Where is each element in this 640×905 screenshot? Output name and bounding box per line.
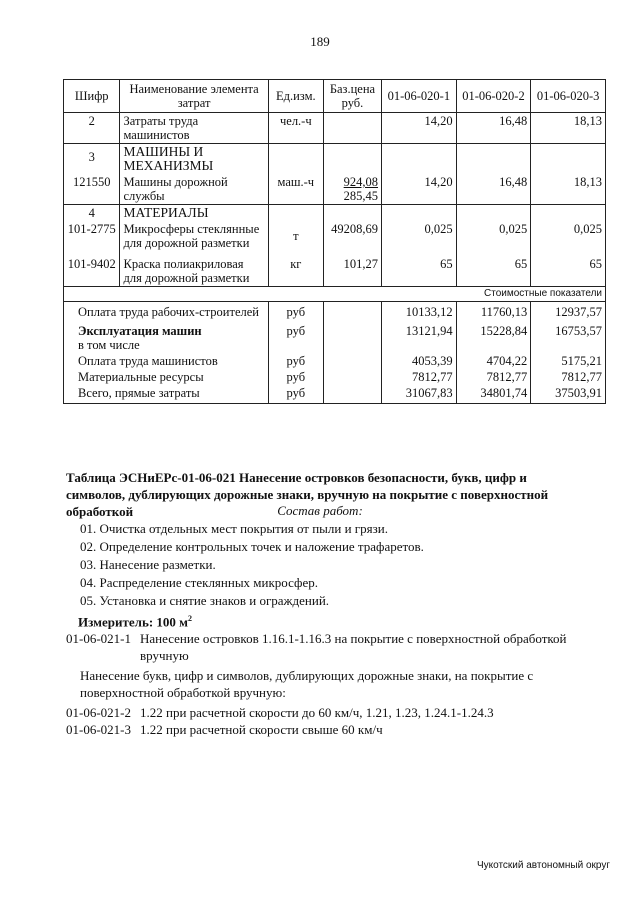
summary-value: 10133,12: [382, 302, 457, 321]
page-number: 189: [310, 34, 330, 49]
meter-sup: 2: [188, 614, 193, 623]
row-value: 16,48: [456, 174, 531, 205]
item-code: 01-06-021-3: [66, 722, 131, 737]
header-unit: Ед.изм.: [268, 80, 323, 113]
summary-value: 13121,94: [382, 320, 457, 353]
row-code: 121550: [64, 174, 120, 205]
row-value: 0,025: [382, 221, 457, 251]
summary-unit: руб: [268, 369, 323, 385]
row-unit: [268, 205, 323, 222]
table-row: [64, 221, 606, 251]
summary-price: [323, 353, 381, 369]
item-text: 1.22 при расчетной скорости до 60 км/ч, 1.21, 1.23, 1.24.1-1.24.3: [140, 705, 494, 720]
row-price: 49208,69: [323, 221, 381, 251]
list-item: 04. Распределение стеклянных микросфер.: [80, 575, 318, 590]
item-code: 01-06-021-1: [66, 631, 131, 646]
summary-name: Оплата труда машинистов: [64, 353, 269, 369]
row-code: 4: [64, 205, 120, 222]
row-value: [531, 205, 606, 222]
list-item: 03. Нанесение разметки.: [80, 557, 216, 572]
summary-note: в том числе: [78, 338, 140, 352]
table-row: [64, 205, 606, 222]
summary-value: 7812,77: [531, 369, 606, 385]
table-row: [64, 251, 606, 287]
list-item: 01. Очистка отдельных мест покрытия от пыли и грязи.: [80, 521, 388, 536]
row-name: МАШИНЫ И МЕХАНИЗМЫ: [120, 144, 268, 175]
row-unit: кг: [268, 251, 323, 287]
summary-value: 7812,77: [382, 369, 457, 385]
list-item: 05. Установка и снятие знаков и ограждений.: [80, 593, 330, 608]
item-text: Нанесение островков 1.16.1-1.16.3 на покрытие с поверхностной обработкой вручную: [140, 631, 567, 663]
row-price: [323, 174, 381, 205]
header-col3: 01-06-020-3: [531, 80, 606, 113]
table-row: [64, 113, 606, 144]
row-name: Затраты труда машинистов: [120, 113, 268, 144]
summary-price: [323, 369, 381, 385]
composition-heading: Состав работ:: [277, 503, 363, 518]
list-item: [66, 721, 586, 738]
summary-value: 34801,74: [456, 385, 531, 404]
table-row: [64, 174, 606, 205]
item-text: 1.22 при расчетной скорости свыше 60 км/ч: [140, 722, 383, 737]
row-unit: [268, 144, 323, 175]
section-title: Таблица ЭСНиЕРс-01-06-021 Нанесение островков безопасности, букв, цифр и символов, дублирующих дорожные знаки, вручную на покрытие с поверхностной обработкой: [66, 470, 549, 519]
header-price: Баз.цена руб.: [323, 80, 381, 113]
summary-row: [64, 369, 606, 385]
summary-value: 11760,13: [456, 302, 531, 321]
works-list: [80, 520, 424, 610]
summary-row: [64, 320, 606, 353]
summary-value: 7812,77: [456, 369, 531, 385]
row-value: 65: [382, 251, 457, 287]
summary-value: 15228,84: [456, 320, 531, 353]
row-unit: чел.-ч: [268, 113, 323, 144]
row-unit: т: [268, 221, 323, 251]
header-col1: 01-06-020-1: [382, 80, 457, 113]
summary-price: [323, 302, 381, 321]
summary-unit: руб: [268, 353, 323, 369]
indicator-label: Стоимостные показатели: [64, 287, 606, 302]
header-name: Наименование элемента затрат: [120, 80, 268, 113]
row-value: 14,20: [382, 174, 457, 205]
header-code: Шифр: [64, 80, 120, 113]
footer: Чукотский автономный округ: [476, 860, 610, 871]
row-value: 16,48: [456, 113, 531, 144]
row-value: [531, 144, 606, 175]
row-name: Микросферы стеклянные для дорожной разметки: [120, 221, 268, 251]
summary-name: Всего, прямые затраты: [64, 385, 269, 404]
list-item: [66, 630, 586, 664]
items-list: [66, 630, 586, 738]
summary-value: 4704,22: [456, 353, 531, 369]
row-value: 0,025: [531, 221, 606, 251]
summary-value: 31067,83: [382, 385, 457, 404]
row-value: 14,20: [382, 113, 457, 144]
row-name: Краска полиакриловая для дорожной разметки: [120, 251, 268, 287]
list-item: 02. Определение контрольных точек и наложение трафаретов.: [80, 539, 424, 554]
summary-row: [64, 385, 606, 404]
summary-value: 12937,57: [531, 302, 606, 321]
row-value: 18,13: [531, 113, 606, 144]
row-name: МАТЕРИАЛЫ: [120, 205, 268, 222]
summary-price: [323, 320, 381, 353]
summary-unit: руб: [268, 302, 323, 321]
meter-label: [78, 614, 192, 630]
summary-name: Материальные ресурсы: [64, 369, 269, 385]
row-value: 18,13: [531, 174, 606, 205]
summary-value: 16753,57: [531, 320, 606, 353]
table-row: [64, 144, 606, 175]
summary-name: Оплата труда рабочих-строителей: [64, 302, 269, 321]
row-price: 101,27: [323, 251, 381, 287]
resource-table: [63, 79, 606, 404]
row-value: [456, 205, 531, 222]
sub-intro: Нанесение букв, цифр и символов, дублирующих дорожные знаки, на покрытие с поверхностной обработкой вручную:: [80, 668, 534, 700]
summary-name: [64, 320, 269, 353]
indicator-row: [64, 287, 606, 302]
summary-value: 5175,21: [531, 353, 606, 369]
row-value: [456, 144, 531, 175]
row-value: [382, 205, 457, 222]
row-code: 3: [64, 144, 120, 175]
row-value: [382, 144, 457, 175]
list-item: [66, 704, 586, 721]
summary-row: [64, 353, 606, 369]
header-col2: 01-06-020-2: [456, 80, 531, 113]
summary-unit: руб: [268, 385, 323, 404]
row-unit: маш.-ч: [268, 174, 323, 205]
row-code: 101-2775: [64, 221, 120, 251]
summary-name-main: Эксплуатация машин: [78, 324, 202, 338]
row-price-1: 924,08: [343, 175, 379, 189]
row-value: 0,025: [456, 221, 531, 251]
row-value: 65: [456, 251, 531, 287]
row-code: 101-9402: [64, 251, 120, 287]
row-price: [323, 205, 381, 222]
item-code: 01-06-021-2: [66, 705, 131, 720]
row-name: Машины дорожной службы: [120, 174, 268, 205]
table-header-row: [64, 80, 606, 113]
summary-price: [323, 385, 381, 404]
row-value: 65: [531, 251, 606, 287]
summary-unit: руб: [268, 320, 323, 353]
row-price: [323, 113, 381, 144]
row-price-2: 285,45: [343, 189, 379, 203]
row-price: [323, 144, 381, 175]
summary-value: 4053,39: [382, 353, 457, 369]
summary-value: 37503,91: [531, 385, 606, 404]
meter-text: Измеритель: 100 м: [78, 614, 189, 630]
row-code: 2: [64, 113, 120, 144]
summary-row: [64, 302, 606, 321]
